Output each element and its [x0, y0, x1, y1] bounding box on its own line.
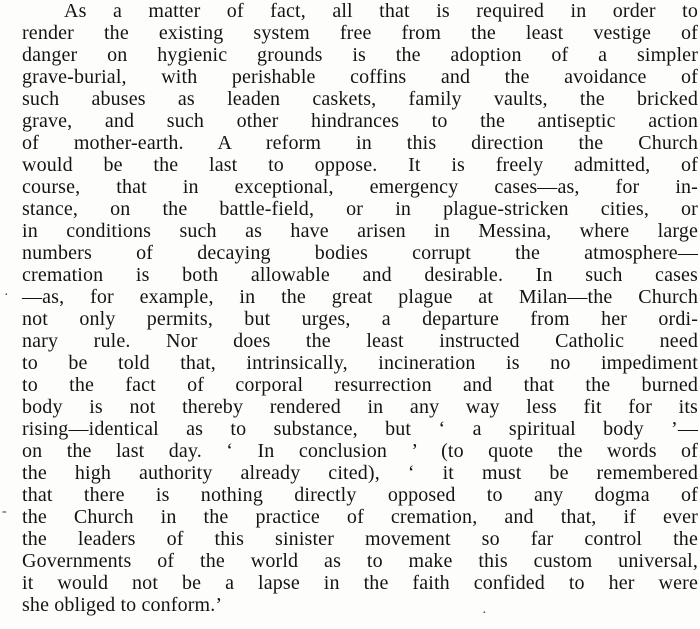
text-line: in conditions such as have arisen in Messina, where large	[22, 220, 698, 242]
text-line: the Church in the practice of cremation, and that, if ever	[22, 506, 698, 528]
text-line: would be the last to oppose. It is freely admitted, of	[22, 154, 698, 176]
text-line: not only permits, but urges, a departure from her ordi-	[22, 308, 698, 330]
text-line: the high authority already cited), ‘ it must be remembered	[22, 462, 698, 484]
text-line: on the last day. ‘ In conclusion ’ (to quote the words of	[22, 440, 698, 462]
text-line: that there is nothing directly opposed to any dogma of	[22, 484, 698, 506]
text-line: the leaders of this sinister movement so far control the	[22, 528, 698, 550]
text-line: stance, on the battle-field, or in plague-stricken cities, or	[22, 198, 698, 220]
text-line: body is not thereby rendered in any way less fit for its	[22, 396, 698, 418]
text-line: danger on hygienic grounds is the adoption of a simpler	[22, 44, 698, 66]
text-line: it would not be a lapse in the faith confided to her were	[22, 572, 698, 594]
text-line: As a matter of fact, all that is required in order to	[64, 0, 698, 22]
text-line: —as, for example, in the great plague at Milan—the Church	[22, 286, 698, 308]
text-line: numbers of decaying bodies corrupt the atmosphere—	[22, 242, 698, 264]
text-line: rising—identical as to substance, but ‘ a spiritual body ’—	[22, 418, 698, 440]
text-line: Governments of the world as to make this custom universal,	[22, 550, 698, 572]
text-line: such abuses as leaden caskets, family vaults, the bricked	[22, 88, 698, 110]
text-line: grave, and such other hindrances to the antiseptic action	[22, 110, 698, 132]
text-line: nary rule. Nor does the least instructed Catholic need	[22, 330, 698, 352]
text-line: grave-burial, with perishable coffins and the avoidance of	[22, 66, 698, 88]
margin-speck: ·	[482, 606, 487, 621]
text-line: render the existing system free from the least vestige of	[22, 22, 698, 44]
text-line: cremation is both allowable and desirable. In such cases	[22, 264, 698, 286]
text-line: to be told that, intrinsically, incineration is no impediment	[22, 352, 698, 374]
text-line: course, that in exceptional, emergency cases—as, for in-	[22, 176, 698, 198]
text-line: she obliged to conform.’	[22, 594, 223, 616]
text-line: of mother-earth. A reform in this direction the Church	[22, 132, 698, 154]
margin-speck: -	[2, 504, 7, 519]
margin-speck: ·	[4, 288, 9, 303]
text-line: to the fact of corporal resurrection and that the burned	[22, 374, 698, 396]
